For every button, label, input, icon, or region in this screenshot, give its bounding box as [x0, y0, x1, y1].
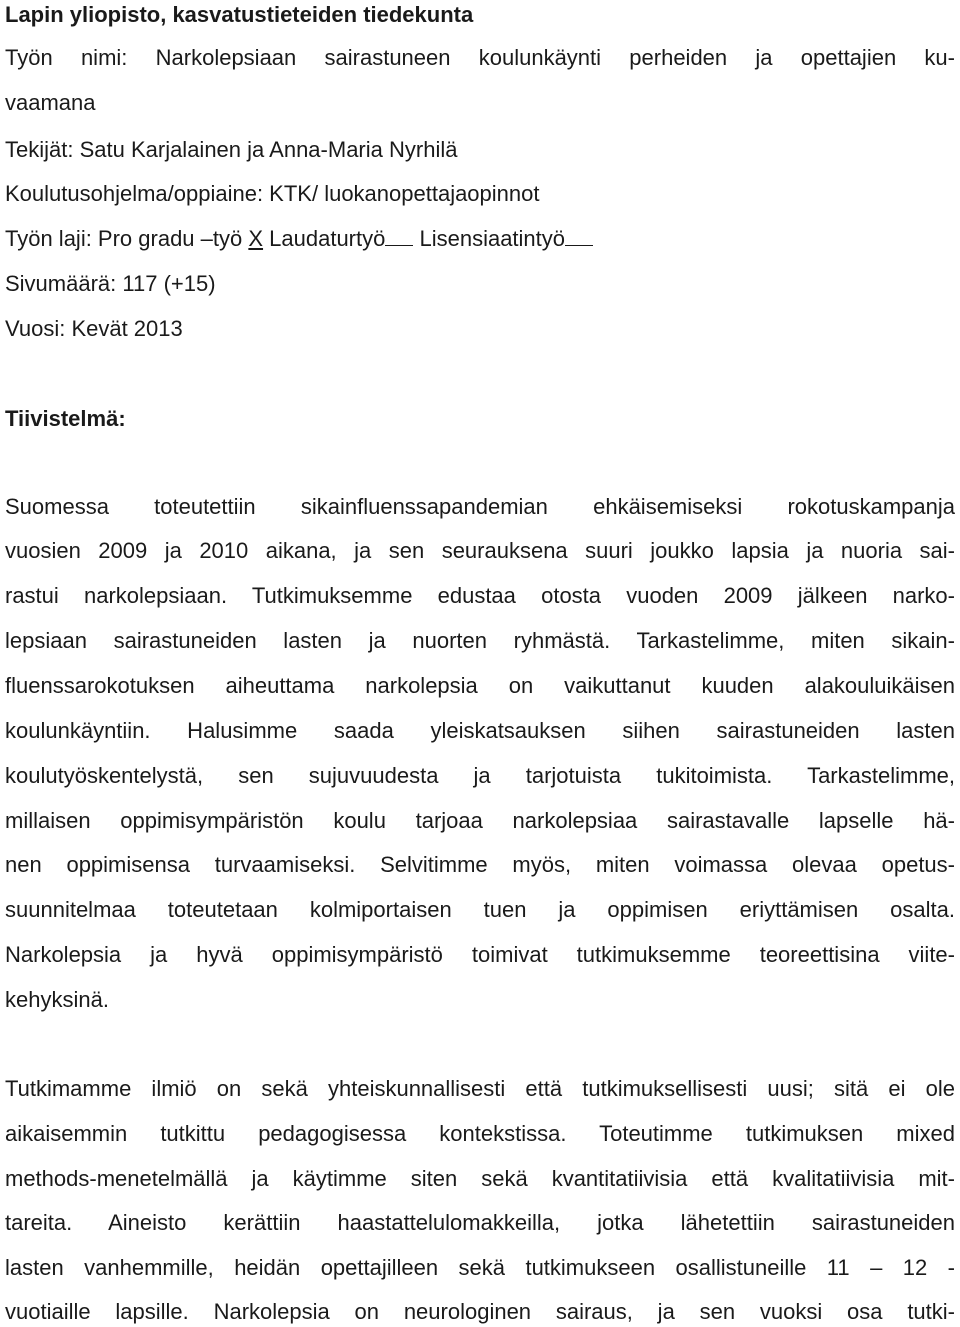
- work-type-licentiate: Lisensiaatintyö: [413, 226, 566, 251]
- abstract-p2-line: tareita. Aineisto kerättiin haastattelulomakkeilla, jotka lähetettiin sairastuneiden: [5, 1210, 955, 1235]
- abstract-p2-line: vuotiaille lapsille. Narkolepsia on neurologinen sairaus, ja sen vuoksi osa tutki-: [5, 1299, 955, 1324]
- abstract-p2-line: aikaisemmin tutkittu pedagogisessa kontekstissa. Toteutimme tutkimuksen mixed: [5, 1121, 955, 1146]
- laudatur-blank: [385, 227, 413, 246]
- abstract-p1-line: Suomessa toteutettiin sikainfluenssapandemian ehkäisemiseksi rokotuskampanja: [5, 494, 955, 519]
- work-type-line: [5, 226, 593, 252]
- abstract-p1-line: millaisen oppimisympäristön koulu tarjoaa narkolepsiaa sairastavalle lapselle hä-: [5, 808, 955, 833]
- abstract-p2-line: methods-menetelmällä ja käytimme siten sekä kvantitatiivisia että kvalitatiivisia mit-: [5, 1166, 955, 1191]
- abstract-heading: Tiivistelmä:: [5, 406, 126, 431]
- work-type-prefix: Työn laji: Pro gradu –työ: [5, 226, 249, 251]
- work-type-mark: X: [248, 226, 264, 251]
- abstract-p1-line: vuosien 2009 ja 2010 aikana, ja sen seurauksena suuri joukko lapsia ja nuoria sai-: [5, 538, 955, 563]
- abstract-p2-line: Tutkimamme ilmiö on sekä yhteiskunnallisesti että tutkimuksellisesti uusi; sitä ei ole: [5, 1076, 955, 1101]
- year-line: Vuosi: Kevät 2013: [5, 316, 183, 341]
- abstract-p1-line: suunnitelmaa toteutetaan kolmiportaisen tuen ja oppimisen eriyttämisen osalta.: [5, 897, 955, 922]
- work-type-laudatur: Laudaturtyö: [263, 226, 386, 251]
- thesis-title-line-1: Työn nimi: Narkolepsiaan sairastuneen koulunkäynti perheiden ja opettajien ku-: [5, 45, 955, 70]
- abstract-p1-line: kehyksinä.: [5, 987, 109, 1012]
- page-count-line: Sivumäärä: 117 (+15): [5, 271, 216, 296]
- abstract-p1-line: lepsiaan sairastuneiden lasten ja nuorten ryhmästä. Tarkastelimme, miten sikain-: [5, 628, 955, 653]
- licentiate-blank: [565, 227, 593, 246]
- university-heading: Lapin yliopisto, kasvatustieteiden tiedekunta: [5, 2, 474, 27]
- abstract-p1-line: koulunkäyntiin. Halusimme saada yleiskatsauksen siihen sairastuneiden lasten: [5, 718, 955, 743]
- abstract-p1-line: fluenssarokotuksen aiheuttama narkolepsia on vaikuttanut kuuden alakouluikäisen: [5, 673, 955, 698]
- authors-line: Tekijät: Satu Karjalainen ja Anna-Maria Nyrhilä: [5, 137, 458, 162]
- programme-line: Koulutusohjelma/oppiaine: KTK/ luokanopettajaopinnot: [5, 181, 540, 206]
- abstract-p1-line: rastui narkolepsiaan. Tutkimuksemme edustaa otosta vuoden 2009 jälkeen narko-: [5, 583, 955, 608]
- abstract-p1-line: koulutyöskentelystä, sen sujuvuudesta ja tarjotuista tukitoimista. Tarkastelimme,: [5, 763, 955, 788]
- abstract-p1-line: Narkolepsia ja hyvä oppimisympäristö toimivat tutkimuksemme teoreettisina viite-: [5, 942, 955, 967]
- abstract-p2-line: lasten vanhemmille, heidän opettajilleen sekä tutkimukseen osallistuneille 11 – 12 -: [5, 1255, 955, 1280]
- thesis-title-line-2: vaamana: [5, 90, 96, 115]
- abstract-p1-line: nen oppimisensa turvaamiseksi. Selvitimme myös, miten voimassa olevaa opetus-: [5, 852, 955, 877]
